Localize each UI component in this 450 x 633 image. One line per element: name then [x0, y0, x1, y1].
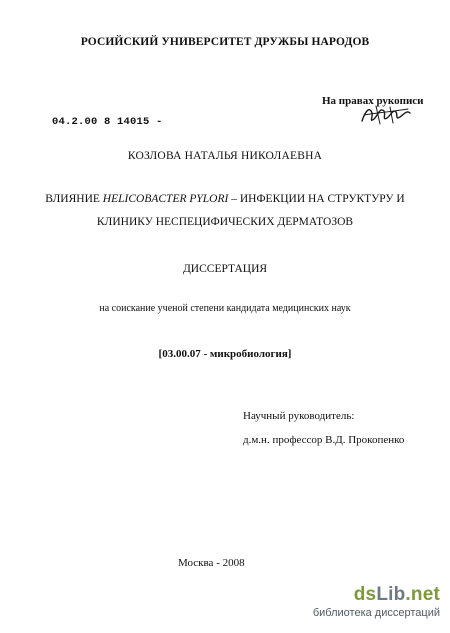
- title-line-1: [0, 193, 450, 205]
- place-and-year: Москва - 2008: [178, 557, 245, 569]
- registration-stamp: 04.2.00 8 14015 -: [52, 116, 163, 128]
- author-name: КОЗЛОВА НАТАЛЬЯ НИКОЛАЕВНА: [127, 150, 323, 162]
- logo-lib: Lib: [376, 584, 406, 605]
- handwritten-signature: [360, 103, 412, 127]
- logo-ds: ds: [353, 584, 377, 605]
- dslib-logo: [354, 585, 440, 605]
- university-name: РОСИЙСКИЙ УНИВЕРСИТЕТ ДРУЖБЫ НАРОДОВ: [80, 36, 370, 48]
- title-organism: HELICOBACTER PYLORI: [102, 193, 229, 205]
- title-line-1-end: – ИНФЕКЦИИ НА СТРУКТУРУ И: [228, 193, 405, 205]
- dslib-watermark: [313, 585, 440, 620]
- rights-note: На правах рукописи: [322, 95, 424, 107]
- watermark-tagline: библиотека диссертаций: [312, 607, 440, 619]
- advisor-name: д.м.н. профессор В.Д. Прокопенко: [243, 434, 405, 446]
- advisor-label: Научный руководитель:: [243, 410, 355, 422]
- specialty-code: [03.00.07 - микробиология]: [158, 348, 292, 360]
- degree-statement: на соискание ученой степени кандидата медицинских наук: [99, 303, 351, 314]
- title-line-2: КЛИНИКУ НЕСПЕЦИФИЧЕСКИХ ДЕРМАТОЗОВ: [96, 216, 354, 228]
- logo-net: .net: [405, 584, 440, 605]
- document-type: ДИССЕРТАЦИЯ: [182, 263, 268, 275]
- title-line-1-start: ВЛИЯНИЕ: [45, 193, 103, 205]
